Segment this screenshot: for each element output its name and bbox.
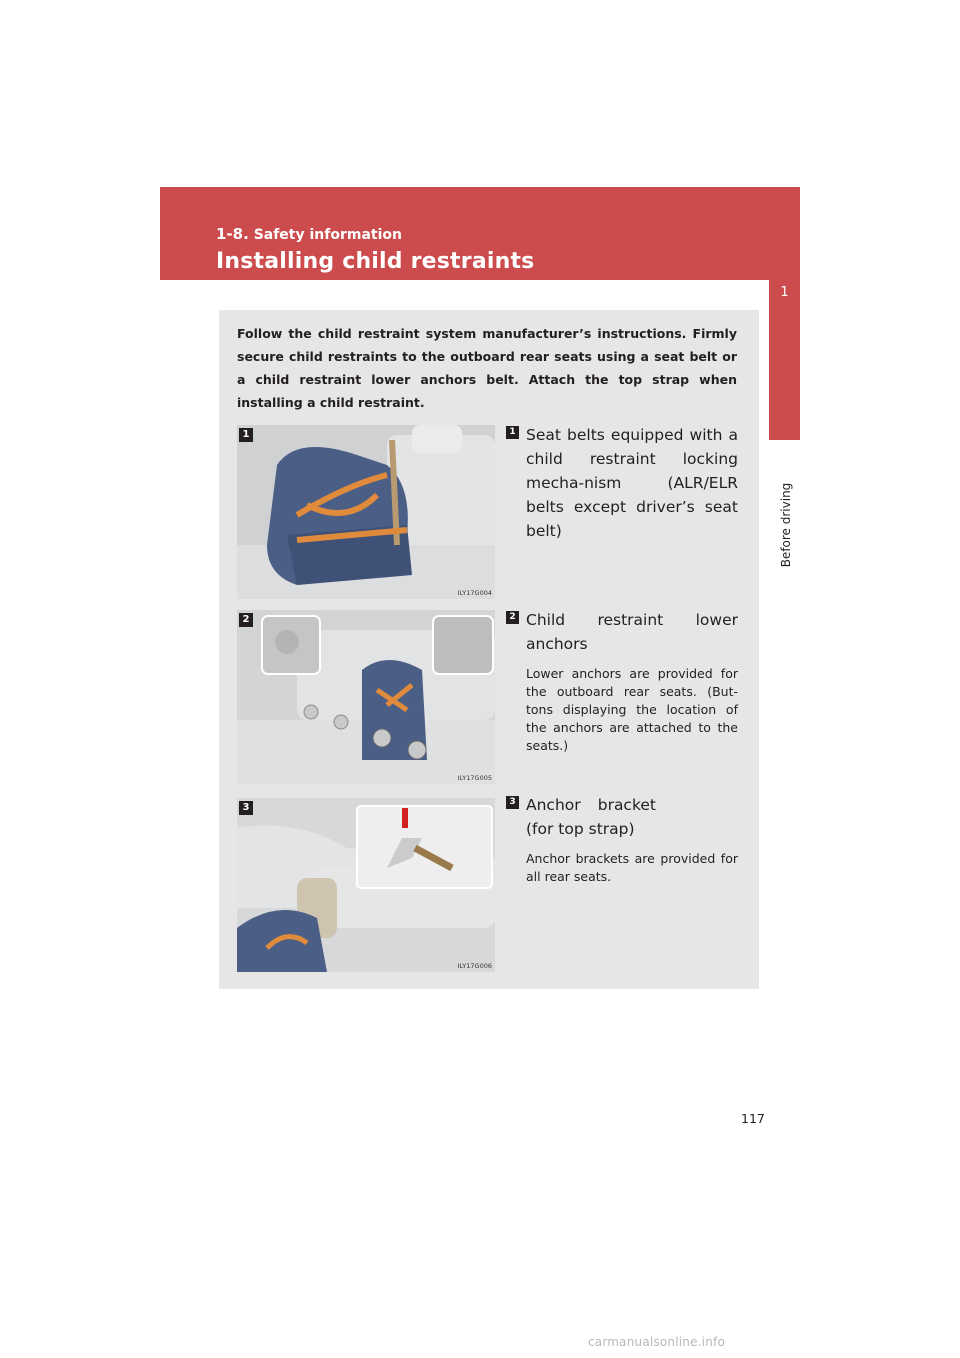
item-title: Anchor bracket (for top strap) [526,796,656,838]
item-title: Seat belts equipped with a child restraint locking mecha-nism (ALR/ELR belts except driver’s seat belt) [526,426,738,540]
item-badge: 2 [506,611,519,624]
figure-seat-belt [237,425,495,599]
figure-badge: 2 [239,613,253,627]
figure-lower-anchors [237,610,495,784]
section-name: Safety information [253,227,402,243]
item-anchor-bracket [506,793,738,886]
item-lower-anchors [506,608,738,755]
page-title: Installing child restraints [216,249,535,274]
chapter-label [771,455,800,595]
anchor-bracket-illustration [237,798,495,972]
section-number: 1-8. [216,225,249,243]
chapter-label-text: Before driving [778,482,793,568]
item-badge: 1 [506,426,519,439]
figure-code: ILY17G006 [457,962,492,970]
chapter-number: 1 [780,285,789,300]
item-seat-belts [506,423,738,543]
item-title: Child restraint lower anchors [526,611,738,653]
item-description: Lower anchors are provided for the outboard rear seats. (But-tons displaying the location of the anchors are attached to the seats.) [526,666,738,753]
lower-anchors-illustration [237,610,495,784]
item-description: Anchor brackets are provided for all rear seats. [526,851,738,884]
figure-badge: 3 [239,801,253,815]
section-label [216,225,402,243]
content-panel [219,310,759,989]
figure-code: ILY17G005 [457,774,492,782]
item-badge: 3 [506,796,519,809]
intro-text: Follow the child restraint system manufacturer’s instructions. Firmly secure child restraints to the outboard rear seats using a seat belt or a child restraint lower anchors belt. Attach the top strap when installing a child restraint. [237,326,737,410]
figure-anchor-bracket [237,798,495,972]
figure-code: ILY17G004 [457,589,492,597]
chapter-tab [769,187,800,440]
watermark: carmanualsonline.info [588,1335,725,1349]
page-number: 117 [741,1111,765,1126]
figure-badge: 1 [239,428,253,442]
header-band [160,187,800,280]
seat-belt-illustration [237,425,495,599]
